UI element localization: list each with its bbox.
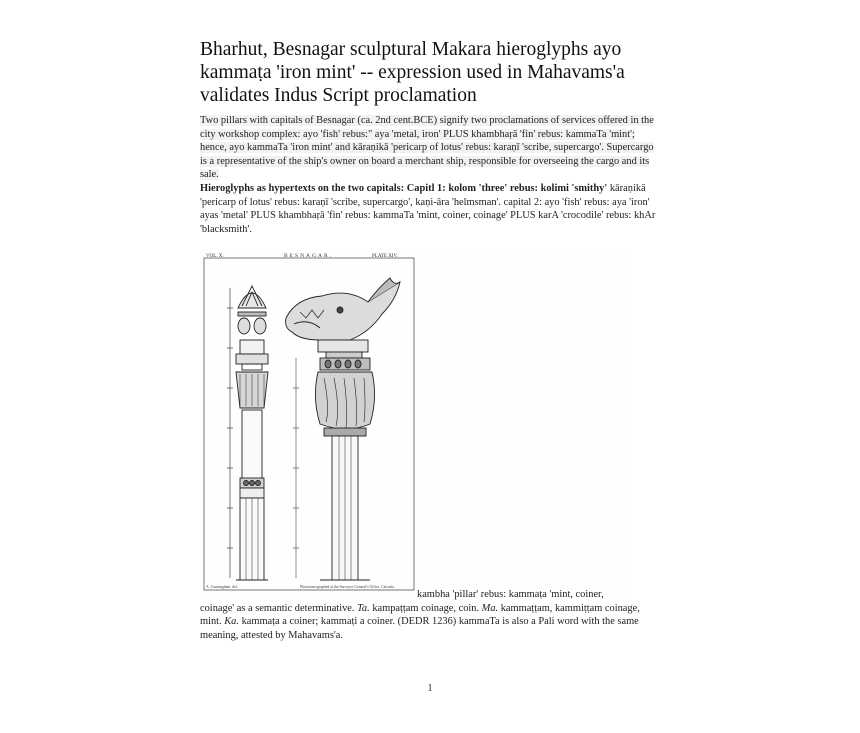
figure-caption [200, 588, 662, 642]
paragraph-2-text: kāraṇikā 'pericarp of lotus' rebus: karaṇī 'scribe, supercargo', kaṇi-āra 'helmsman'. capital 2: ayo 'fish' rebus: aya 'iron' ayas 'metal' PLUS khambhaṛā 'fin' rebus: kammaTa 'mint, coiner, coinage' PLUS karA 'crocodile' rebus: khAr 'blacksmith'. [200, 182, 656, 235]
caption-ta: Ta. [357, 602, 370, 614]
caption-text-c: kammaṭṭam, kammiṭṭam coinage, mint. [200, 602, 640, 628]
plate-title-label: BESNAGAR. [284, 253, 334, 259]
caption-ka: Ka. [224, 616, 239, 628]
paragraph-1 [200, 114, 662, 182]
page-number: 1 [427, 683, 433, 694]
caption-line-1: kambha 'pillar' rebus: kammaṭa 'mint, coiner, [417, 589, 604, 600]
plate-footer-right: Photozincographed at the Surveyor General's Office, Calcutta. [300, 585, 395, 589]
caption-text-d: kammaṭa a coiner; kammaṭi a coiner. (DEDR 1236) kammaTa is also a Pali word with the same meaning, attested by Mahavams'a. [200, 616, 639, 641]
document-title: Bharhut, Besnagar sculptural Makara hieroglyphs ayo kammaṭa 'iron mint' -- expression used in Mahavams'a validates Indus Script proclamation [200, 39, 625, 106]
caption-text-a: coinage' as a semantic determinative. [200, 602, 358, 614]
paragraph-1-text: Two pillars with capitals of Besnagar (ca. 2nd cent.BCE) signify two proclamations of services offered in the city workshop complex: ayo 'fish' rebus:" aya 'metal, iron' PLUS khambhaṛā 'fin' rebus: kammaTa 'mint'; hence, ayo kammaTa 'iron mint' and kāraṇikā 'pericarp of lotus' rebus: karaṇī 'scribe, supercargo'. Supercargo is a representative of the ship's owner on board a merchant ship, responsible for overseeing the cargo and its sale. [200, 115, 654, 181]
paragraph-2-bold: Hieroglyphs as hypertexts on the two capitals: Capitl 1: kolom 'three' rebus: kolimi 'smithy' [200, 182, 608, 194]
body-text [200, 114, 662, 236]
pillar-drawing [200, 248, 628, 595]
caption-ma: Ma. [481, 602, 499, 614]
besnagar-plate-figure [200, 248, 628, 595]
plate-number-label: PLATE XIV. [372, 254, 398, 259]
paragraph-2 [200, 182, 662, 236]
caption-text-b: kampaṭṭam coinage, coin. [369, 602, 482, 614]
plate-footer-left: A. Cunningham, del. [206, 585, 238, 589]
caption-line-2 [200, 602, 662, 643]
plate-vol-label: VOL. X. [206, 254, 224, 259]
